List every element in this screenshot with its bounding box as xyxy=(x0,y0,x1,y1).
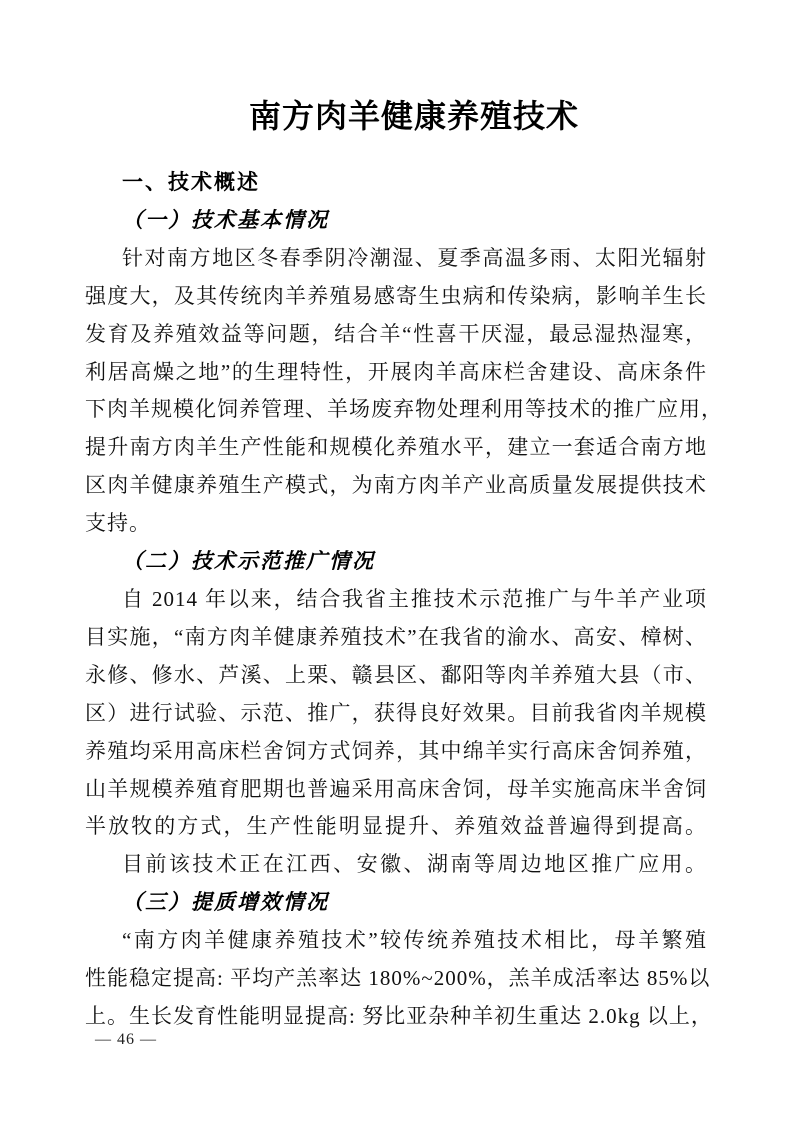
subsection-heading-demonstration: （二）技术示范推广情况 xyxy=(122,549,375,574)
paragraph-line: 山羊规模养殖育肥期也普遍采用高床舍饲，母羊实施高床半舍饲 xyxy=(85,776,707,801)
paragraph-line: 养殖均采用高床栏舍饲方式饲养，其中绵羊实行高床舍饲养殖， xyxy=(85,738,707,763)
paragraph-line: 性能稳定提高: 平均产羔率达 180%~200%，羔羊成活率达 85%以 xyxy=(85,966,711,991)
subsection-heading-quality-efficiency: （三）提质增效情况 xyxy=(122,890,329,915)
paragraph-line: 针对南方地区冬春季阴冷潮湿、夏季高温多雨、太阳光辐射 xyxy=(122,245,707,270)
document-title: 南方肉羊健康养殖技术 xyxy=(248,98,579,134)
subsection-heading-basic-info: （一）技术基本情况 xyxy=(122,207,329,232)
paragraph-line: 下肉羊规模化饲养管理、羊场废弃物处理利用等技术的推广应用， xyxy=(85,397,723,422)
paragraph-line: 半放牧的方式，生产性能明显提升、养殖效益普遍得到提高。 xyxy=(85,814,707,839)
paragraph-line: 永修、修水、芦溪、上栗、赣县区、鄱阳等肉羊养殖大县（市、 xyxy=(85,662,707,687)
page-number: — 46 — xyxy=(95,1031,157,1048)
paragraph-line: 提升南方肉羊生产性能和规模化养殖水平，建立一套适合南方地 xyxy=(85,435,707,460)
paragraph-line: 目前该技术正在江西、安徽、湖南等周边地区推广应用。 xyxy=(122,852,707,877)
paragraph-line: 目实施，“南方肉羊健康养殖技术”在我省的渝水、高安、樟树、 xyxy=(85,624,707,649)
document-body xyxy=(0,96,792,1036)
paragraph-line: 上。生长发育性能明显提高: 努比亚杂种羊初生重达 2.0kg 以上， xyxy=(85,1003,713,1028)
section-heading-overview: 一、技术概述 xyxy=(122,171,260,194)
paragraph-line: 强度大，及其传统肉羊养殖易感寄生虫病和传染病，影响羊生长 xyxy=(85,283,707,308)
paragraph-line: 利居高燥之地”的生理特性，开展肉羊高床栏舍建设、高床条件 xyxy=(85,359,707,384)
paragraph-line: 自 2014 年以来，结合我省主推技术示范推广与牛羊产业项 xyxy=(122,586,707,611)
paragraph-line: 发育及养殖效益等问题，结合羊“性喜干厌湿，最忌湿热湿寒， xyxy=(85,321,707,346)
paragraph-line: 支持。 xyxy=(85,511,151,536)
paragraph-line: “南方肉羊健康养殖技术”较传统养殖技术相比，母羊繁殖 xyxy=(122,928,707,953)
paragraph-line: 区肉羊健康养殖生产模式，为南方肉羊产业高质量发展提供技术 xyxy=(85,473,707,498)
paragraph-line: 区）进行试验、示范、推广，获得良好效果。目前我省肉羊规模 xyxy=(85,700,707,725)
